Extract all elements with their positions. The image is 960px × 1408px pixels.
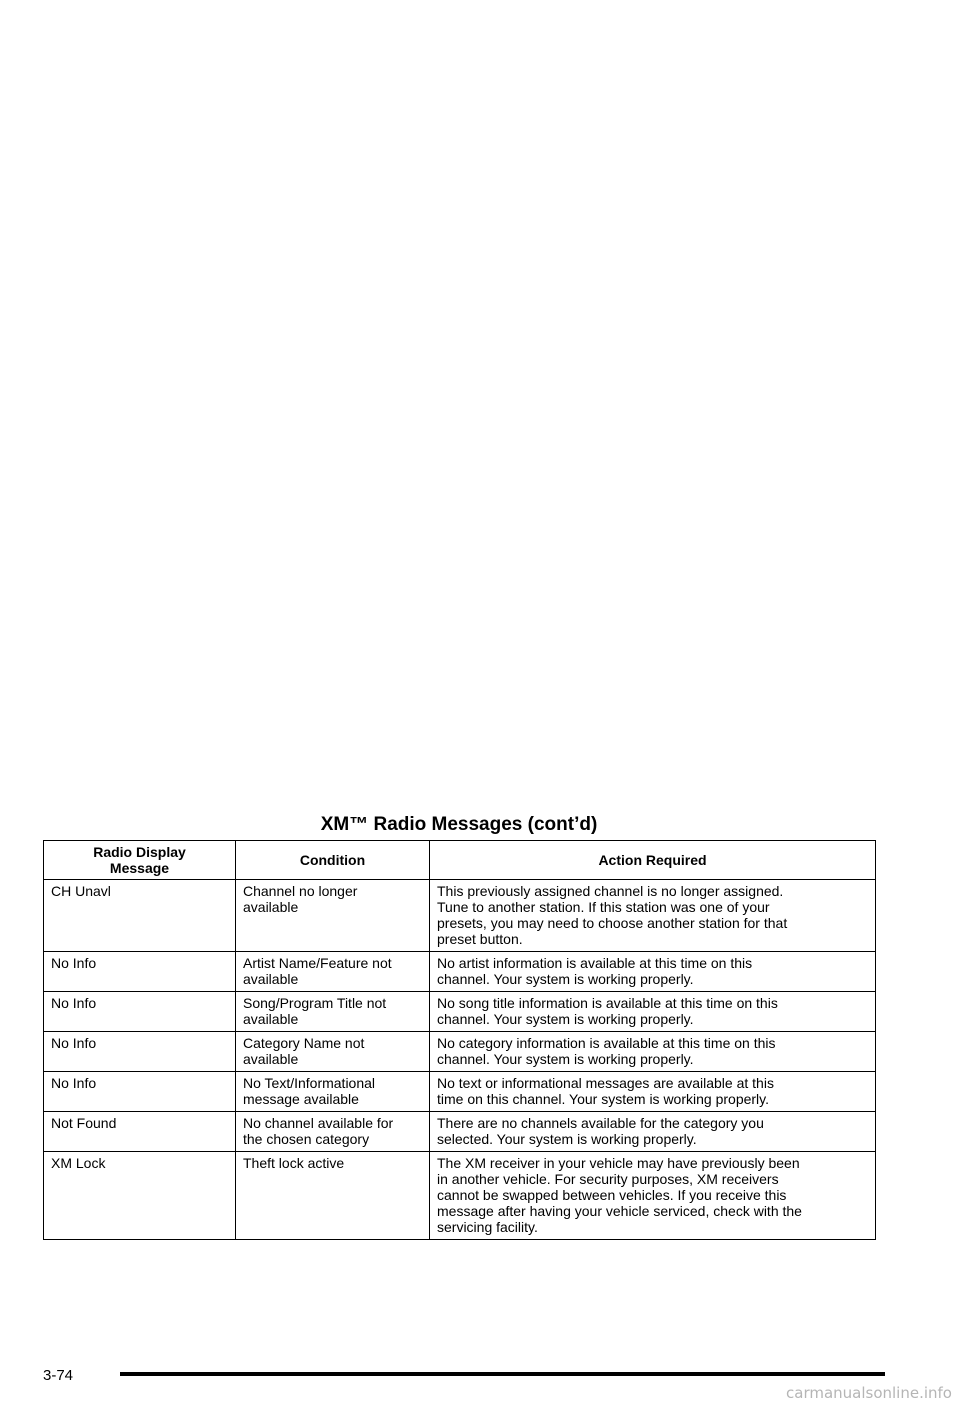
cell-line: No artist information is available at this time on this bbox=[437, 955, 753, 971]
action-cell bbox=[430, 952, 876, 992]
action-cell bbox=[430, 880, 876, 952]
table-row bbox=[44, 1072, 876, 1112]
cell-line: servicing facility. bbox=[437, 1219, 538, 1235]
action-cell bbox=[430, 1152, 876, 1240]
cell-line: Channel no longer bbox=[243, 883, 358, 899]
cell-line: preset button. bbox=[437, 931, 523, 947]
cell-line: The XM receiver in your vehicle may have previously been bbox=[437, 1155, 800, 1171]
table-header-row bbox=[44, 841, 876, 880]
cell-line: message after having your vehicle serviced, check with the bbox=[437, 1203, 802, 1219]
condition-cell bbox=[236, 1152, 430, 1240]
page-number: 3-74 bbox=[43, 1367, 74, 1384]
header-line: Message bbox=[109, 860, 170, 876]
table-title: XM™ Radio Messages (cont’d) bbox=[320, 814, 598, 835]
cell-line: cannot be swapped between vehicles. If you receive this bbox=[437, 1187, 787, 1203]
cell-line: No Info bbox=[51, 1075, 97, 1091]
message-cell bbox=[44, 1032, 236, 1072]
cell-line: XM Lock bbox=[51, 1155, 106, 1171]
cell-line: channel. Your system is working properly. bbox=[437, 1051, 694, 1067]
cell-line: Artist Name/Feature not bbox=[243, 955, 392, 971]
table-row bbox=[44, 880, 876, 952]
condition-cell bbox=[236, 1072, 430, 1112]
message-cell bbox=[44, 1112, 236, 1152]
cell-line: Song/Program Title not bbox=[243, 995, 387, 1011]
table-row bbox=[44, 952, 876, 992]
condition-cell bbox=[236, 1032, 430, 1072]
cell-line: Theft lock active bbox=[243, 1155, 345, 1171]
cell-line: No song title information is available at this time on this bbox=[437, 995, 778, 1011]
cell-line: channel. Your system is working properly. bbox=[437, 971, 694, 987]
cell-line: channel. Your system is working properly. bbox=[437, 1011, 694, 1027]
cell-line: No Info bbox=[51, 1035, 97, 1051]
message-cell bbox=[44, 1072, 236, 1112]
cell-line: available bbox=[243, 1051, 299, 1067]
message-cell bbox=[44, 952, 236, 992]
action-cell bbox=[430, 1032, 876, 1072]
cell-line: time on this channel. Your system is working properly. bbox=[437, 1091, 770, 1107]
table-row bbox=[44, 1112, 876, 1152]
condition-cell bbox=[236, 1112, 430, 1152]
header-line: Action Required bbox=[598, 852, 707, 868]
cell-line: Tune to another station. If this station was one of your bbox=[437, 899, 770, 915]
action-cell bbox=[430, 992, 876, 1032]
condition-cell bbox=[236, 992, 430, 1032]
cell-line: available bbox=[243, 899, 299, 915]
table-row bbox=[44, 992, 876, 1032]
cell-line: No category information is available at this time on this bbox=[437, 1035, 776, 1051]
cell-line: No Text/Informational bbox=[243, 1075, 376, 1091]
cell-line: Category Name not bbox=[243, 1035, 365, 1051]
header-line: Condition bbox=[299, 852, 366, 868]
cell-line: selected. Your system is working properly. bbox=[437, 1131, 697, 1147]
cell-line: presets, you may need to choose another station for that bbox=[437, 915, 788, 931]
action-cell bbox=[430, 1072, 876, 1112]
condition-cell bbox=[236, 952, 430, 992]
footer-rule bbox=[120, 1372, 885, 1376]
condition-cell bbox=[236, 880, 430, 952]
header-action-required bbox=[430, 841, 876, 880]
cell-line: There are no channels available for the category you bbox=[437, 1115, 764, 1131]
xm-radio-messages-table bbox=[43, 840, 876, 1240]
cell-line: No channel available for bbox=[243, 1115, 394, 1131]
cell-line: No Info bbox=[51, 995, 97, 1011]
message-cell bbox=[44, 1152, 236, 1240]
header-condition bbox=[236, 841, 430, 880]
cell-line: available bbox=[243, 1011, 299, 1027]
cell-line: Not Found bbox=[51, 1115, 117, 1131]
header-radio-display-message bbox=[44, 841, 236, 880]
watermark-text: carmanualsonline.info bbox=[786, 1384, 952, 1402]
header-line: Radio Display bbox=[93, 844, 186, 860]
cell-line: No Info bbox=[51, 955, 97, 971]
message-cell bbox=[44, 880, 236, 952]
cell-line: No text or informational messages are available at this bbox=[437, 1075, 774, 1091]
cell-line: the chosen category bbox=[243, 1131, 370, 1147]
cell-line: in another vehicle. For security purposes, XM receivers bbox=[437, 1171, 779, 1187]
cell-line: This previously assigned channel is no longer assigned. bbox=[437, 883, 784, 899]
action-cell bbox=[430, 1112, 876, 1152]
table-row bbox=[44, 1032, 876, 1072]
cell-line: available bbox=[243, 971, 299, 987]
cell-line: CH Unavl bbox=[51, 883, 111, 899]
message-cell bbox=[44, 992, 236, 1032]
cell-line: message available bbox=[243, 1091, 359, 1107]
table-row bbox=[44, 1152, 876, 1240]
